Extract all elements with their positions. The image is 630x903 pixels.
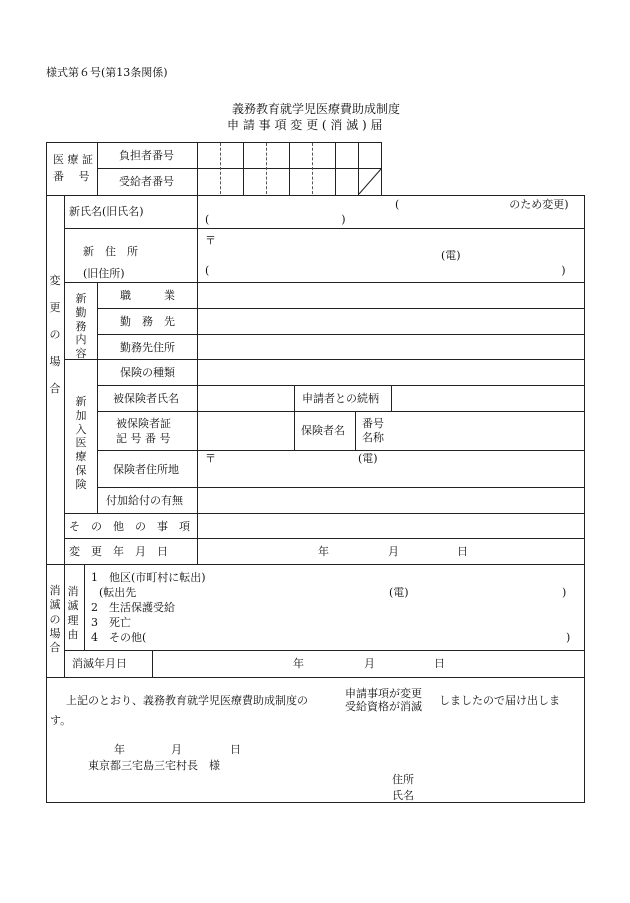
applicant-name-label: 氏名: [392, 789, 414, 802]
payer-number-label: 負担者番号: [119, 149, 174, 162]
change-date-day: 日: [457, 545, 468, 558]
reason-1-tel: (電): [389, 586, 409, 599]
reason-2: 2 生活保護受給: [91, 601, 175, 614]
termination-date-month: 月: [364, 657, 375, 670]
new-work-side-label: 新 勤 務 内 容: [75, 292, 87, 360]
declaration-option-terminated: 受給資格が消滅: [345, 700, 422, 713]
form-title: 義務教育就学児医療費助成制度: [232, 102, 401, 116]
termination-reason-side-label: 消 滅 理 由: [67, 585, 79, 641]
form-number: 様式第６号(第13条関係): [46, 66, 168, 79]
for-change-note: ( のため変更): [395, 198, 569, 211]
recipient-number-label: 受給者番号: [119, 175, 174, 188]
termination-date-label: 消滅年月日: [72, 657, 127, 670]
declaration-year: 年: [114, 743, 125, 756]
form-subtitle: 申 請 事 項 変 更 ( 消 滅 ) 届: [227, 118, 383, 132]
declaration-text: 上記のとおり、義務教育就学児医療費助成制度の: [66, 694, 308, 707]
reason-1-destination: (転出先: [99, 586, 137, 599]
change-date-month: 月: [388, 545, 399, 558]
postal-mark: 〒: [205, 234, 216, 247]
insured-cert-label: 被保険者証: [116, 417, 171, 430]
new-insurance-side-label: 新 加 入 医 療 保 険: [75, 395, 87, 491]
change-date-label: 変 更 年 月 日: [69, 545, 168, 558]
insurer-name-label: 保険者名: [301, 424, 345, 437]
declaration-day: 日: [230, 743, 241, 756]
change-date-year: 年: [318, 545, 329, 558]
insured-name-label: 被保険者氏名: [113, 392, 179, 405]
termination-date-day: 日: [434, 657, 445, 670]
declaration-month: 月: [171, 743, 182, 756]
reason-4-close: ): [566, 631, 571, 644]
termination-date-year: 年: [293, 657, 304, 670]
workplace-address-label: 勤務先住所: [120, 341, 175, 354]
insurer-address-label: 保険者住所地: [113, 463, 179, 476]
new-name-label: 新氏名(旧氏名): [69, 205, 144, 218]
change-case-side-label: 変 更 の 場 合: [49, 274, 61, 395]
medical-cert-label: 医 療 証: [53, 153, 93, 166]
old-address-label: (旧住所): [83, 267, 125, 280]
tel-mark: (電): [441, 249, 461, 262]
reason-3: 3 死亡: [91, 616, 131, 629]
reason-1: 1 他区(市町村に転出): [91, 571, 206, 584]
cell-slash: [358, 168, 382, 195]
declaration-text-wrap: す。: [50, 714, 72, 727]
addressee: 東京都三宅島三宅村長 様: [88, 759, 220, 772]
medical-cert-label-2: 番 号: [53, 170, 90, 183]
old-name-paren: ( ): [205, 213, 346, 226]
additional-benefit-label: 付加給付の有無: [106, 494, 183, 507]
old-address-paren: ( ): [205, 264, 566, 277]
other-items-label: そ の 他 の 事 項: [69, 520, 190, 533]
declaration-text-after: しましたので届け出しま: [439, 694, 560, 707]
relation-label: 申請者との続柄: [302, 392, 379, 405]
insurer-postal-mark: 〒: [205, 452, 216, 465]
insurer-tel-mark: (電): [358, 452, 378, 465]
name-label: 名称: [362, 431, 384, 444]
occupation-label: 職 業: [120, 289, 175, 302]
number-label: 番号: [362, 417, 384, 430]
applicant-address-label: 住所: [392, 773, 414, 786]
reason-1-close: ): [562, 586, 567, 599]
workplace-label: 勤 務 先: [120, 315, 175, 328]
insurance-type-label: 保険の種類: [120, 366, 175, 379]
insured-cert-label-2: 記 号 番 号: [116, 432, 171, 445]
new-address-label: 新 住 所: [83, 245, 138, 258]
declaration-option-changed: 申請事項が変更: [345, 687, 422, 700]
reason-4: 4 その他(: [91, 631, 147, 644]
termination-side-label: 消 滅 の 場 合: [49, 584, 61, 655]
